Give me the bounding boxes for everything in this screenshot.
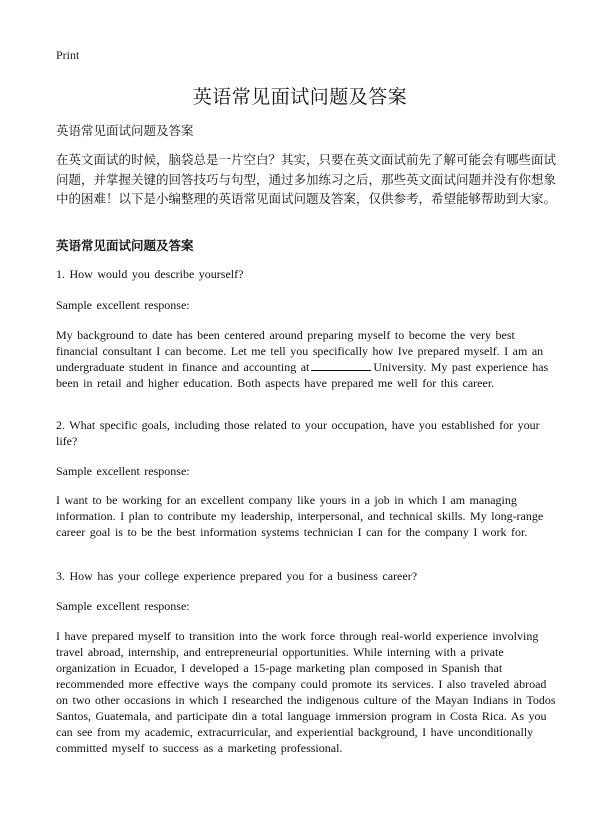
answer-1-blank (311, 360, 371, 371)
document-subtitle: 英语常见面试问题及答案 (56, 123, 194, 138)
sample-response-label-3: Sample excellent response: (56, 599, 190, 613)
answer-1 (56, 327, 556, 391)
question-2: 2. What specific goals, including those related to your occupation, have you established for your life? (56, 418, 540, 448)
answer-1-part-1: My background to date has been centered around preparing myself to become the very best financial consultant I can become. Let me tell you specifically how Ive prepared myself. I am an undergraduate student in finance and accounting at (56, 328, 544, 374)
question-3: 3. How has your college experience prepared you for a business career? (56, 569, 418, 583)
section-heading: 英语常见面试问题及答案 (56, 238, 194, 253)
print-link[interactable]: Print (56, 48, 80, 62)
document-title: 英语常见面试问题及答案 (192, 86, 408, 108)
answer-1-part-2: University. My past experience has been in retail and higher education. Both aspects have prepared me well for this career. (56, 360, 549, 390)
question-1: 1. How would you describe yourself? (56, 267, 244, 281)
sample-response-label-1: Sample excellent response: (56, 298, 190, 312)
answer-3: I have prepared myself to transition into the work force through real-world experience involving travel abroad, internship, and entrepreneurial opportunities. While interning with a private organization in Ecuador, I developed a 15-page marketing plan composed in Spanish that recommended more effective ways the company could promote its services. I also traveled abroad on two other occasions in which I researched the indigenous culture of the Mayan Indians in Todos Santos, Guatemala, and participate din a total language immersion program in Costa Rica. As you can see from my academic, extracurricular, and experiential background, I have unconditionally committed myself to success as a marketing professional. (56, 629, 556, 755)
answer-2: I want to be working for an excellent company like yours in a job in which I am managing information. I plan to contribute my leadership, interpersonal, and technical skills. My long-range career goal is to be the best information systems technician I can for the company I work for. (56, 493, 544, 539)
intro-paragraph: 在英文面试的时候，脑袋总是一片空白？其实，只要在英文面试前先了解可能会有哪些面试问题，并掌握关键的回答技巧与句型，通过多加练习之后，那些英文面试问题并没有你想象中的困难！以下是小编整理的英语常见面试问题及答案，仅供参考，希望能够帮助到大家。 (56, 152, 557, 206)
sample-response-label-2: Sample excellent response: (56, 464, 190, 478)
